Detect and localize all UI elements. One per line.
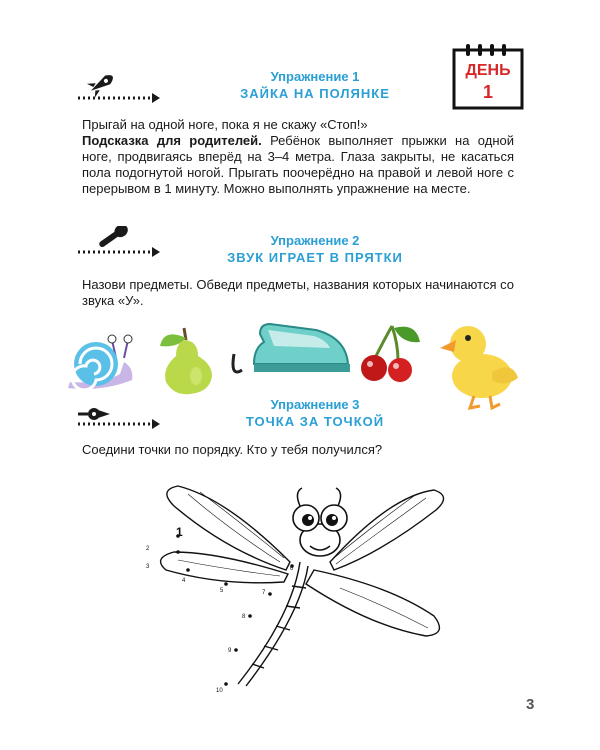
calendar-label: ДЕНЬ bbox=[465, 62, 511, 79]
page-number: 3 bbox=[526, 696, 535, 713]
dot-start-number: 1 bbox=[176, 525, 183, 539]
exercise1-heading bbox=[150, 68, 480, 102]
exercise2-number: Упражнение 2 bbox=[270, 233, 360, 248]
dot-label-2: 2 bbox=[146, 546, 150, 552]
exercise3-name: ТОЧКА ЗА ТОЧКОЙ bbox=[245, 414, 385, 429]
exercise1-name: ЗАЙКА НА ПОЛЯНКЕ bbox=[240, 86, 390, 101]
exercise1-text bbox=[82, 117, 514, 197]
exercise1-hint-text: Ребёнок выполняет прыжки на одной ноге, продвигаясь вперёд на 3–4 метра. Глаза закрыты, не касаться пола подогнутой ногой. Прыгать поочерёдно на правой и левой ноге с перерывом в 1 минуту. Можно выполнять упражнение на месте. bbox=[82, 133, 514, 196]
dot-label-5: 5 bbox=[220, 588, 224, 594]
dragonfly-dot-to-dot bbox=[130, 466, 460, 696]
exercise3-heading bbox=[150, 396, 480, 430]
dot-label-9: 9 bbox=[228, 648, 232, 654]
dot-label-6: 6 bbox=[290, 566, 294, 572]
exercise2-name: ЗВУК ИГРАЕТ В ПРЯТКИ bbox=[227, 250, 403, 265]
exercise3-instruction: Соедини точки по порядку. Кто у тебя получился? bbox=[82, 442, 383, 457]
lower-right-wing bbox=[306, 570, 439, 636]
exercise2-instruction: Назови предметы. Обведи предметы, названия которых начинаются со звука «У». bbox=[82, 277, 514, 308]
calendar-day: 1 bbox=[482, 82, 493, 102]
exercise1-number: Упражнение 1 bbox=[270, 69, 360, 84]
pear-icon[interactable] bbox=[154, 324, 220, 396]
dot-label-10: 10 bbox=[216, 688, 223, 694]
exercise3-number: Упражнение 3 bbox=[270, 397, 360, 412]
dot-label-3: 3 bbox=[146, 564, 150, 570]
dot-label-7: 7 bbox=[262, 590, 266, 596]
exercise1-hint-label: Подсказка для родителей. bbox=[82, 133, 262, 148]
cherries-icon[interactable] bbox=[358, 322, 424, 384]
dot-label-4: 4 bbox=[182, 578, 186, 584]
exercise1-instruction: Прыгай на одной ноге, пока я не скажу «Стоп!» bbox=[82, 117, 368, 132]
dot-label-8: 8 bbox=[242, 614, 246, 620]
upper-right-wing bbox=[330, 490, 444, 570]
iron-icon[interactable] bbox=[230, 318, 354, 378]
exercise2-heading bbox=[150, 232, 480, 266]
snail-icon[interactable] bbox=[62, 330, 138, 394]
